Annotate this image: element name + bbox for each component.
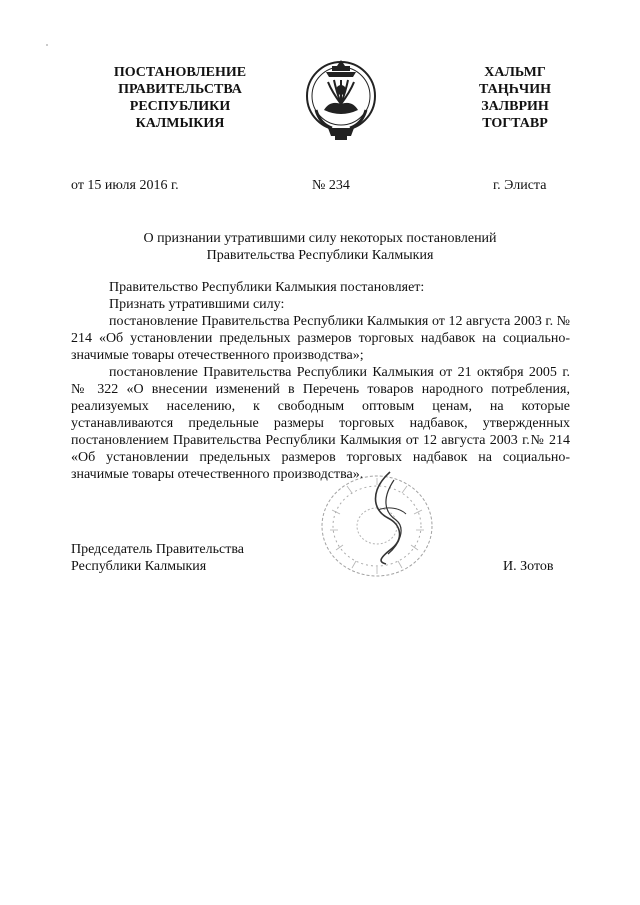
body-paragraph: постановление Правительства Республики Калмыкия от 21 октября 2005 г. № 322 «О внесении изменений в Перечень товаров народного потребления, реализуемых населению, к свободным оптовым ценам, на которые устанавливаются предельные размеры торговых надбавок, утвержденных постановлением Правительства Республики Калмыкия от 12 августа 2003 г.№ 214 «Об установлении предельных размеров торговых надбавок на социально-значимые товары отечественного производства». [71,365,570,482]
body-paragraph: постановление Правительства Республики Калмыкия от 12 августа 2003 г. № 214 «Об установлении предельных размеров торговых надбавок на социально-значимые товары отечественного производства»; [71,314,570,363]
signatory-name: И. Зотов [503,559,554,574]
title-line: О признании утратившими силу некоторых постановлений [143,231,497,246]
header-left-line: ПОСТАНОВЛЕНИЕ [113,65,247,80]
signatory-position-line: Председатель Правительства [71,542,244,557]
header-right-line: ХАЛЬМГ [484,65,546,80]
header-left-line: КАЛМЫКИЯ [135,116,225,131]
header-right-line: ТОГТАВР [482,116,548,131]
scan-speck [46,44,48,46]
signatory-position-line: Республики Калмыкия [71,559,207,574]
document-number: № 234 [312,178,350,193]
body-paragraph: Правительство Республики Калмыкия постановляет: [109,280,425,295]
header-left-line: ПРАВИТЕЛЬСТВА [118,82,242,97]
header-left-title [100,64,260,132]
document-title [60,230,580,264]
header-right-line: ЗАЛВРИН [481,99,549,114]
header-right-line: ТАҢҺЧИН [479,82,551,97]
document-date: от 15 июля 2016 г. [71,178,179,193]
header-left-line: РЕСПУБЛИКИ [129,99,231,114]
coat-of-arms-emblem-icon [302,52,380,144]
document-body [71,279,570,483]
title-line: Правительства Республики Калмыкия [206,248,434,263]
header-right-title [460,64,570,132]
body-paragraph: Признать утратившими силу: [109,297,285,312]
handwritten-signature-icon [360,470,415,565]
signatory-position [71,541,244,575]
document-city: г. Элиста [493,178,547,193]
